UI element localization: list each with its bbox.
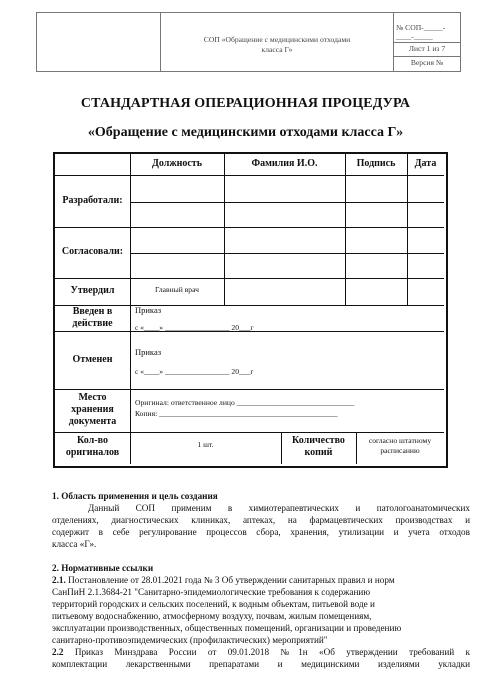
storage-label-line1: Место <box>78 392 107 403</box>
copy-holder-line: Копия: _______________________________________________ <box>135 409 338 418</box>
col-date-header: Дата <box>414 158 437 169</box>
col-name-header: Фамилия И.О. <box>251 158 318 169</box>
section2-item2-line2: комплектации лекарственными препаратами и медицинскими изделиями укладки <box>52 659 470 669</box>
section2-item2-line1 <box>52 647 470 659</box>
cancel-order-label: Приказ <box>135 347 162 357</box>
cancel-order-date-line: с «____» _________________ 20___г <box>135 367 254 376</box>
copies-count-line2: расписанию <box>380 446 420 455</box>
developed-by-label: Разработали: <box>62 195 123 206</box>
originals-label-line2: оригиналов <box>65 447 120 458</box>
order-label: Приказ <box>135 305 162 315</box>
sheet-number: Лист 1 из 7 <box>394 42 460 53</box>
copies-label-line2: копий <box>304 447 333 458</box>
copies-label-line1: Количество <box>292 435 345 446</box>
header-logo-cell <box>37 13 161 71</box>
document-subtitle: «Обращение с медицинскими отходами класса Г» <box>87 125 404 140</box>
originals-label-line1: Кол-во <box>77 435 108 446</box>
section2-item2-text: Приказ Минздрава России от 09.01.2018 №1н «Об утверждении требований к <box>63 647 470 657</box>
section2-item1-number: 2.1. <box>52 575 66 585</box>
originals-count: 1 шт. <box>197 440 214 449</box>
section2-item1-line5: эксплуатации производственных, общественных помещений, организации и проведению <box>52 623 402 633</box>
section1-text-line1: Данный СОП применим в химиотерапевтических и патологоанатомических <box>88 503 470 513</box>
approval-table <box>53 152 448 468</box>
agreed-by-label: Согласовали: <box>61 246 124 257</box>
sop-number: № СОП-_____-____-_____ <box>396 23 446 41</box>
section1-heading: 1. Область применения и цель создания <box>52 491 218 501</box>
cancelled-label: Отменен <box>72 354 113 365</box>
section1-text-line3: содержит в себе регулирование процессов сбора, хранения, утилизации и учета отходов <box>52 527 470 537</box>
version-number: Версия № <box>394 56 460 67</box>
col-signature-header: Подпись <box>356 158 396 169</box>
copies-count-line1: согласно штатному <box>368 436 432 445</box>
original-holder-line: Оригинал: ответственное лицо _______________________________ <box>135 398 355 407</box>
introduced-label-line1: Введен в <box>72 306 113 317</box>
order-date-line: с «____» _________________ 20___г <box>135 323 254 332</box>
section2-item1-text: Постановление от 28.01.2021 года № 3 Об утверждении санитарных правил и норм <box>65 575 395 585</box>
header-doc-title-line2: класса Г» <box>261 45 293 54</box>
section1-text-line2: отделениях, диагностических клиниках, аптеках, на фармацевтических производствах и <box>52 515 470 525</box>
section2-item1-line1 <box>52 575 470 587</box>
storage-label-line3: документа <box>68 416 117 427</box>
approver-position: Главный врач <box>155 285 199 294</box>
section2-item1-line3: территорий городских и сельских поселений, к водным объектам, питьевой воде и <box>52 599 375 609</box>
section2-heading: 2. Нормативные ссылки <box>52 563 154 573</box>
section2-item2-number: 2.2 <box>52 647 64 657</box>
col-position-header: Должность <box>151 158 202 169</box>
approved-by-label: Утвердил <box>70 285 115 296</box>
section2-item1-line2: СанПиН 2.1.3684-21 "Санитарно-эпидемиологические требования к содержанию <box>52 587 371 597</box>
header-doc-title-line1: СОП «Обращение с медицинскими отходами <box>203 35 351 44</box>
section1-text-line4: класса «Г». <box>52 539 97 549</box>
header-meta-cell <box>394 13 460 71</box>
document-header-table <box>36 12 461 72</box>
storage-label-line2: хранения <box>71 404 114 415</box>
introduced-label-line2: действие <box>72 318 113 329</box>
header-title-cell <box>161 13 394 71</box>
section2-item1-line6: санитарно-противоэпидемических (профилактических) мероприятий" <box>52 635 328 645</box>
section2-item1-line4: питьевому водоснабжению, атмосферному воздуху, почвам, жилым помещениям, <box>52 611 372 621</box>
document-title: СТАНДАРТНАЯ ОПЕРАЦИОННАЯ ПРОЦЕДУРА <box>80 96 411 111</box>
